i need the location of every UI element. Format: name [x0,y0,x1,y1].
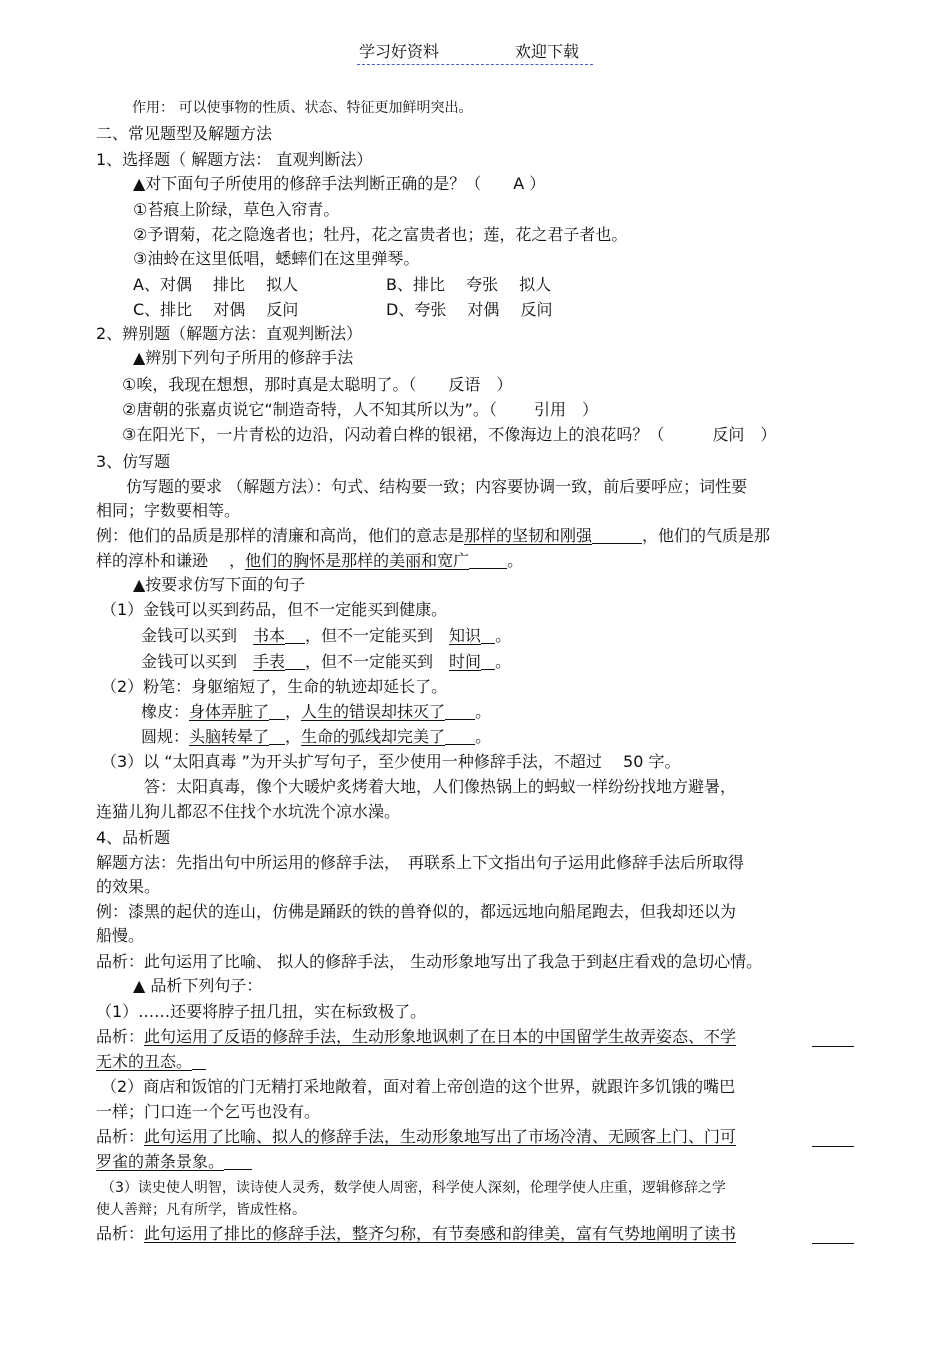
header-right-text: 欢迎下载 [515,42,580,61]
q4-item-2-analysis-cont [96,1151,252,1173]
analysis-answer: 此句运用了比喻、拟人的修辞手法，生动形象地写出了市场冷清、无顾客上门、门可 [144,1127,737,1146]
q3-item-3-answer: 答：太阳真毒，像个大暖炉炙烤着大地，人们像热锅上的蚂蚁一样纷纷找地方避暑， [144,777,737,796]
q1-sentence-2: ②予谓菊，花之隐逸者也；牡丹，花之富贵者也；莲，花之君子者也。 [133,225,628,244]
answer-filled: 手表 [253,652,286,671]
q1-heading: 1、选择题（ 解题方法： 直观判断法） [96,150,373,169]
q1-option-b: B、排比 夸张 拟人 [386,275,552,294]
q4-item-2-cont: 一样；门口连一个乞丐也没有。 [96,1102,321,1121]
q4-item-2-analysis [96,1126,736,1148]
q1-option-a: A、对偶 排比 拟人 [133,275,299,294]
answer-filled: 人生的错误却抹灭了 [301,702,446,721]
q3-item-3: （3）以 “太阳真毒 ”为开头扩写句子，至少使用一种修辞手法，不超过 50 字。 [101,752,681,771]
q4-item-1: （1）……还要将脖子扭几扭，实在标致极了。 [96,1002,427,1021]
answer-text: 。 [475,727,492,746]
q3-heading: 3、仿写题 [96,452,171,471]
answer-blank [445,726,475,745]
answer-blank [592,525,642,544]
example-text: 样的淳朴和谦逊 ， [96,551,246,570]
answer-blank [445,701,475,720]
analysis-label: 品析： [96,1027,145,1046]
q1-prompt: ▲对下面句子所使用的修辞手法判断正确的是？（ A ） [133,174,546,193]
answer-blank [285,625,305,644]
answer-text: ，但不一定能买到 [305,626,450,645]
q3-item-3-answer-cont: 连猫儿狗儿都忍不住找个水坑洗个凉水澡。 [96,802,401,821]
q2-sentence-1: ①唉，我现在想想，那时真是太聪明了。（ 反语 ） [122,375,513,394]
answer-text: 。 [495,626,512,645]
analysis-label: 品析： [96,1224,145,1243]
answer-text: 金钱可以买到 [141,652,254,671]
answer-text: 。 [475,702,492,721]
answer-line-tail [812,1146,854,1147]
q2-heading: 2、辨别题（解题方法：直观判断法） [96,324,363,343]
q3-requirement-cont: 相同；字数要相等。 [96,501,241,520]
q1-option-c: C、排比 对偶 反问 [133,300,299,319]
q1-option-d: D、夸张 对偶 反问 [386,300,553,319]
q4-method-cont: 的效果。 [96,877,161,896]
q4-example: 例：漆黑的起伏的连山，仿佛是踊跃的铁的兽脊似的，都远远地向船尾跑去，但我却还以为 [96,902,737,921]
q3-example-line2 [96,550,523,572]
q3-item-1-answer-1 [141,625,511,647]
answer-filled: 头脑转晕了 [189,727,270,746]
q3-item-2: （2）粉笔：身躯缩短了，生命的轨迹却延长了。 [101,677,448,696]
answer-blank [224,1151,252,1170]
q4-item-3-analysis [96,1223,736,1245]
answer-text: 金钱可以买到 [141,626,254,645]
q4-task: ▲ 品析下列句子： [133,976,263,995]
analysis-label: 品析： [96,1127,145,1146]
example-filled-answer: 他们的胸怀是那样的美丽和宽广 [245,551,470,570]
q3-item-1: （1）金钱可以买到药品，但不一定能买到健康。 [101,600,448,619]
q3-requirement: 仿写题的要求 （解题方法）：句式、结构要一致；内容要协调一致，前后要呼应；词性要 [126,477,748,496]
answer-text: 。 [495,652,512,671]
example-text: ，他们的气质是那 [642,526,771,545]
section-heading: 二、常见题型及解题方法 [96,124,273,143]
q3-item-1-answer-2 [141,651,511,673]
answer-blank [269,726,285,745]
q1-sentence-3: ③油蛉在这里低唱，蟋蟀们在这里弹琴。 [133,249,420,268]
analysis-answer: 此句运用了排比的修辞手法，整齐匀称，有节奏感和韵律美，富有气势地阐明了读书 [144,1224,737,1243]
answer-text: ， [285,727,302,746]
analysis-answer: 罗雀的萧条景象。 [96,1152,225,1171]
q2-sentence-2: ②唐朝的张嘉贞说它“制造奇特，人不知其所以为”。（ 引用 ） [122,400,599,419]
answer-line-tail [812,1243,854,1244]
q4-heading: 4、品析题 [96,828,171,847]
q4-example-cont: 船慢。 [96,926,145,945]
answer-text: ， [285,702,302,721]
answer-filled: 生命的弧线却完美了 [301,727,446,746]
q2-sentence-3: ③在阳光下，一片青松的边沿，闪动着白桦的银裙，不像海边上的浪花吗？（ 反问 ） [122,425,777,444]
answer-text: 橡皮： [141,702,190,721]
answer-blank [481,651,495,670]
header-left-text: 学习好资料 [359,42,440,61]
answer-line-tail [812,1046,854,1047]
q1-sentence-1: ①苔痕上阶绿，草色入帘青。 [133,200,340,219]
analysis-answer: 此句运用了反语的修辞手法，生动形象地讽刺了在日本的中国留学生故弄姿态、不学 [144,1027,737,1046]
answer-blank [469,550,507,569]
q3-item-2-answer-2 [141,726,491,748]
q2-prompt: ▲辨别下列句子所用的修辞手法 [133,348,354,367]
q4-item-3-cont: 使人善辩；凡有所学，皆成性格。 [96,1202,306,1218]
answer-blank [192,1051,206,1070]
answer-text: 圆规： [141,727,190,746]
answer-blank [269,701,285,720]
answer-filled: 身体弄脏了 [189,702,270,721]
example-text: 。 [507,551,524,570]
q4-item-3: （3）读史使人明智，读诗使人灵秀，数学使人周密，科学使人深刻，伦理学使人庄重，逻辑修辞之学 [101,1180,726,1196]
example-text: 例：他们的品质是那样的清廉和高尚，他们的意志是 [96,526,465,545]
page-header [357,40,593,65]
q4-item-1-analysis [96,1026,736,1048]
q3-item-2-answer-1 [141,701,491,723]
answer-filled: 书本 [253,626,286,645]
analysis-answer: 无术的丑态。 [96,1052,193,1071]
q3-example-line1 [96,525,770,547]
q4-item-1-analysis-cont [96,1051,206,1073]
answer-text: ，但不一定能买到 [305,652,450,671]
example-filled-answer: 那样的坚韧和刚强 [464,526,593,545]
function-note: 作用： 可以使事物的性质、状态、特征更加鲜明突出。 [132,100,473,116]
q4-item-2: （2）商店和饭馆的门无精打采地敞着，面对着上帝创造的这个世界，就跟许多饥饿的嘴巴 [101,1077,736,1096]
q4-method: 解题方法：先指出句中所运用的修辞手法， 再联系上下文指出句子运用此修辞手法后所取得 [96,853,745,872]
answer-blank [285,651,305,670]
answer-filled: 时间 [449,652,482,671]
answer-blank [481,625,495,644]
q3-task: ▲按要求仿写下面的句子 [133,575,306,594]
answer-filled: 知识 [449,626,482,645]
q4-example-analysis: 品析：此句运用了比喻、 拟人的修辞手法， 生动形象地写出了我急于到赵庄看戏的急切心情。 [96,952,763,971]
